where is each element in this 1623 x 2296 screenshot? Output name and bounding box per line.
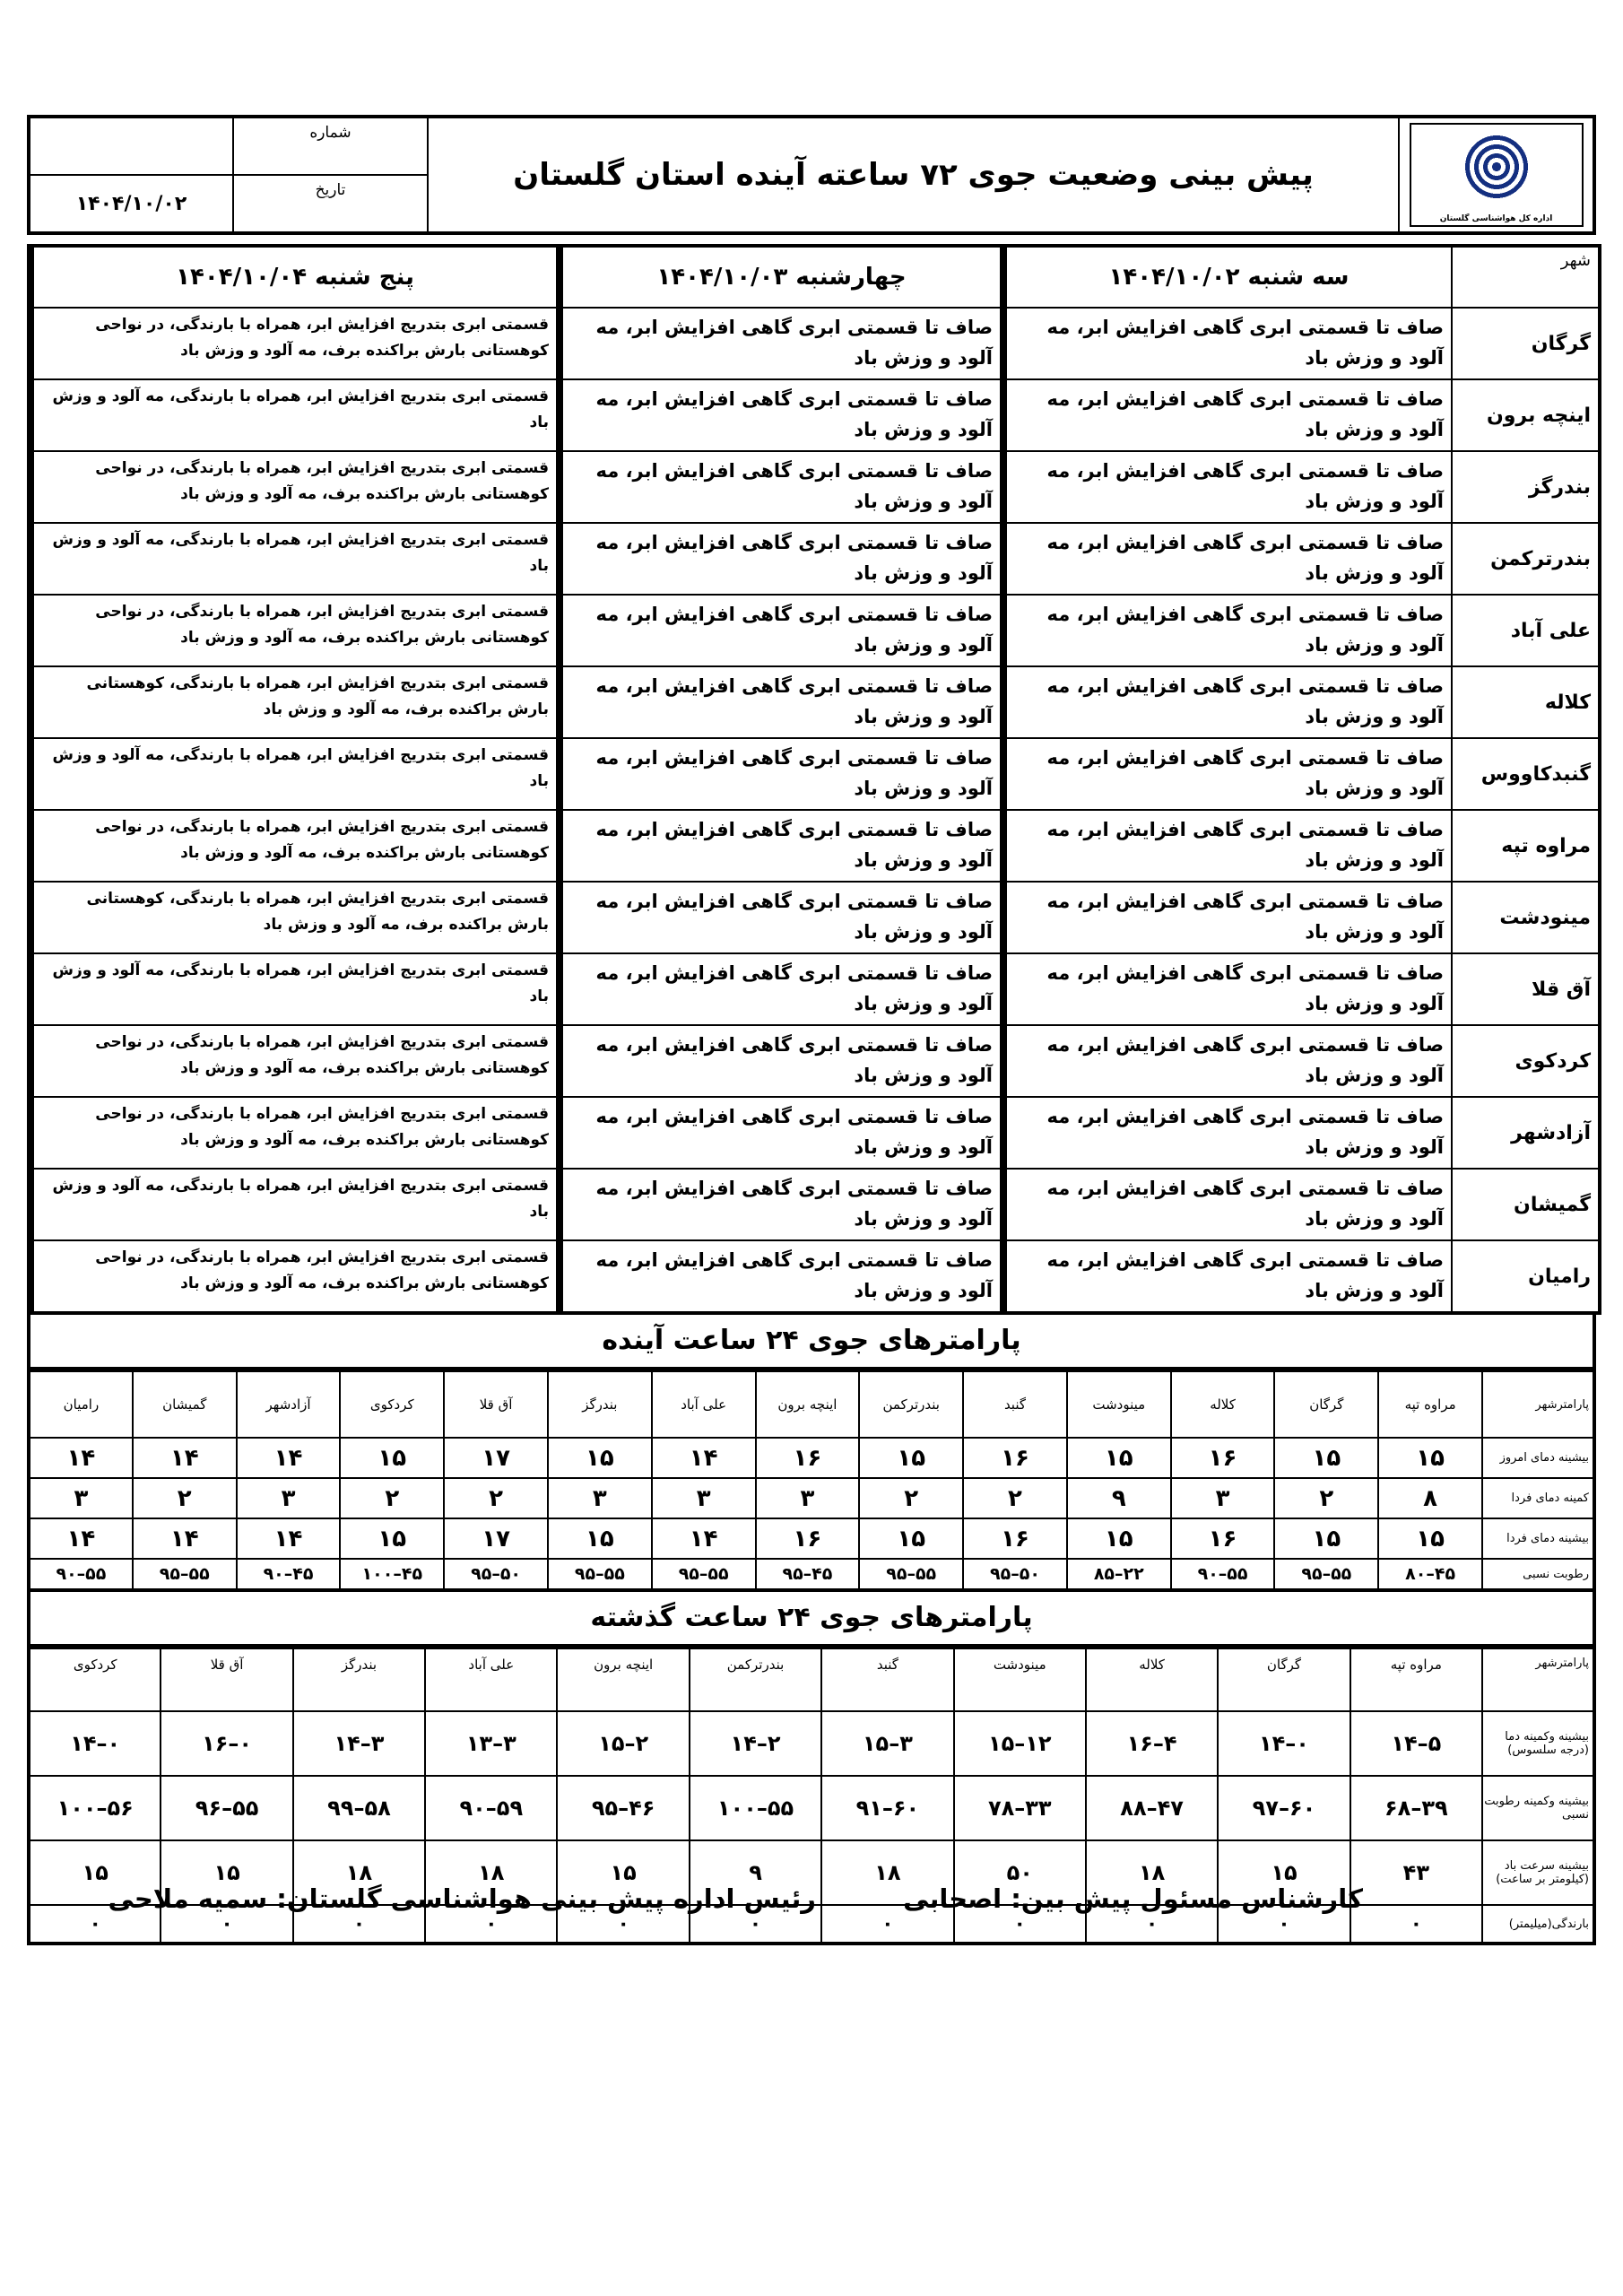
parameter-value: ۱۵ xyxy=(557,1840,689,1905)
parameter-value: ۲ xyxy=(1274,1478,1378,1518)
parameter-value: ۵۵–۹۰ xyxy=(1171,1559,1275,1590)
date-value: ۱۴۰۴/۱۰/۰۲ xyxy=(29,175,233,233)
parameter-corner-label: پارامترشهر xyxy=(1482,1648,1594,1711)
day-3-forecast: قسمتی ابری بتدریج افزایش ابر، همراه با بارندگی، در نواحی کوهستانی بارش براکنده برف، مه آلود و وزش باد xyxy=(30,308,560,379)
parameter-value: ۱۶ xyxy=(1171,1518,1275,1559)
day-2-forecast: صاف تا قسمتی ابری گاهی افزایش ابر، مه آلود و وزش باد xyxy=(560,1169,1003,1240)
parameter-city-header: علی آباد xyxy=(652,1371,756,1438)
parameter-value: ۱۲–۱۵ xyxy=(954,1711,1086,1776)
parameter-row xyxy=(29,1518,1594,1559)
parameter-value: ۴۷–۸۸ xyxy=(1086,1776,1218,1840)
parameter-value: ۸ xyxy=(1378,1478,1482,1518)
parameter-value: ۱۵ xyxy=(548,1518,652,1559)
forecast-row xyxy=(30,1169,1600,1240)
parameter-value: ۰–۱۴ xyxy=(1218,1711,1350,1776)
parameter-value: ۱۵ xyxy=(29,1840,161,1905)
parameter-value: ۴۵–۸۰ xyxy=(1378,1559,1482,1590)
department-head-signature: رئیس اداره پیش بینی هواشناسی گلستان: سمیه ملاحی xyxy=(108,1883,816,1914)
city-name: مینودشت xyxy=(1452,882,1600,953)
parameter-city-header: اینچه برون xyxy=(557,1648,689,1711)
day-2-forecast: صاف تا قسمتی ابری گاهی افزایش ابر، مه آلود و وزش باد xyxy=(560,882,1003,953)
parameter-city-header: اینچه برون xyxy=(756,1371,860,1438)
parameter-value: ۱۶ xyxy=(1171,1438,1275,1478)
parameter-value: ۲ xyxy=(859,1478,963,1518)
parameter-city-header: کلاله xyxy=(1086,1648,1218,1711)
logo-caption: اداره کل هواشناسی گلستان xyxy=(1439,214,1553,223)
document-title: پیش بینی وضعیت جوی ۷۲ ساعته آینده استان گلستان xyxy=(428,117,1399,233)
day-1-forecast: صاف تا قسمتی ابری گاهی افزایش ابر، مه آلود و وزش باد xyxy=(1003,595,1452,666)
parameter-value: ۱۵ xyxy=(548,1438,652,1478)
city-name: گنبدکاووس xyxy=(1452,738,1600,810)
day-1-forecast: صاف تا قسمتی ابری گاهی افزایش ابر، مه آلود و وزش باد xyxy=(1003,379,1452,451)
city-name: بندرترکمن xyxy=(1452,523,1600,595)
parameter-value: ۵۵–۹۵ xyxy=(652,1559,756,1590)
city-name: بندرگز xyxy=(1452,451,1600,523)
parameter-row xyxy=(29,1559,1594,1590)
parameter-row-label: بیشینه دمای امروز xyxy=(1482,1438,1594,1478)
parameter-city-header: آق قلا xyxy=(161,1648,292,1711)
parameter-value: ۱۴ xyxy=(237,1438,341,1478)
parameter-value: ۲۲–۸۵ xyxy=(1067,1559,1171,1590)
parameter-value: ۴۳ xyxy=(1350,1840,1482,1905)
day-2-forecast: صاف تا قسمتی ابری گاهی افزایش ابر، مه آلود و وزش باد xyxy=(560,666,1003,738)
parameter-value: ۳۹–۶۸ xyxy=(1350,1776,1482,1840)
parameter-value: ۱۶ xyxy=(963,1438,1067,1478)
meteorological-organization-logo xyxy=(1410,123,1584,227)
day-3-forecast: قسمتی ابری بتدریج افزایش ابر، همراه با بارندگی، مه آلود و وزش باد xyxy=(30,953,560,1025)
parameter-city-header: گنبد xyxy=(963,1371,1067,1438)
day-1-forecast: صاف تا قسمتی ابری گاهی افزایش ابر، مه آلود و وزش باد xyxy=(1003,1240,1452,1313)
day-1-header: سه شنبه ۱۴۰۴/۱۰/۰۲ xyxy=(1003,246,1452,308)
parameter-value: ۴۵–۹۵ xyxy=(756,1559,860,1590)
parameter-value: ۱۸ xyxy=(425,1840,557,1905)
day-3-forecast: قسمتی ابری بتدریج افزایش ابر، همراه با بارندگی، در نواحی کوهستانی بارش براکنده برف، مه آلود و وزش باد xyxy=(30,1097,560,1169)
day-1-forecast: صاف تا قسمتی ابری گاهی افزایش ابر، مه آلود و وزش باد xyxy=(1003,308,1452,379)
day-2-forecast: صاف تا قسمتی ابری گاهی افزایش ابر، مه آلود و وزش باد xyxy=(560,1025,1003,1097)
forecast-row xyxy=(30,595,1600,666)
parameter-value: ۰ xyxy=(557,1905,689,1944)
parameter-value: ۱۴ xyxy=(652,1518,756,1559)
parameter-value: ۱۵ xyxy=(340,1438,444,1478)
parameter-value: ۰ xyxy=(29,1905,161,1944)
parameter-value: ۵۸–۹۹ xyxy=(293,1776,425,1840)
city-name: آق قلا xyxy=(1452,953,1600,1025)
parameter-value: ۵۵–۹۵ xyxy=(548,1559,652,1590)
parameter-value: ۱۴ xyxy=(133,1518,237,1559)
next24-title: پارامترهای جوی ۲۴ ساعت آینده xyxy=(27,1315,1596,1370)
parameter-value: ۴۵–۱۰۰ xyxy=(340,1559,444,1590)
day-3-forecast: قسمتی ابری بتدریج افزایش ابر، همراه با بارندگی، مه آلود و وزش باد xyxy=(30,738,560,810)
day-1-forecast: صاف تا قسمتی ابری گاهی افزایش ابر، مه آلود و وزش باد xyxy=(1003,1169,1452,1240)
parameter-value: ۳۳–۷۸ xyxy=(954,1776,1086,1840)
day-2-forecast: صاف تا قسمتی ابری گاهی افزایش ابر، مه آلود و وزش باد xyxy=(560,953,1003,1025)
forecast-row xyxy=(30,308,1600,379)
parameter-value: ۱۵ xyxy=(1067,1518,1171,1559)
city-name: مراوه تپه xyxy=(1452,810,1600,882)
parameter-header-row xyxy=(29,1371,1594,1438)
parameter-value: ۵۰–۹۵ xyxy=(963,1559,1067,1590)
forecaster-signature: کارشناس مسئول پیش بین: اصحابی xyxy=(903,1883,1363,1914)
parameter-city-header: گمیشان xyxy=(133,1371,237,1438)
parameter-value: ۲ xyxy=(963,1478,1067,1518)
city-name: علی آباد xyxy=(1452,595,1600,666)
parameter-row-label: رطوبت نسبی xyxy=(1482,1559,1594,1590)
parameter-city-header: بندرترکمن xyxy=(690,1648,821,1711)
parameter-value: ۶۰–۹۷ xyxy=(1218,1776,1350,1840)
parameter-value: ۵۵–۹۵ xyxy=(859,1559,963,1590)
forecast-row xyxy=(30,738,1600,810)
parameter-value: ۰ xyxy=(1086,1905,1218,1944)
parameter-header-row xyxy=(29,1648,1594,1711)
parameter-value: ۵۶–۱۰۰ xyxy=(29,1776,161,1840)
parameter-value: ۱۷ xyxy=(444,1438,548,1478)
day-1-forecast: صاف تا قسمتی ابری گاهی افزایش ابر، مه آلود و وزش باد xyxy=(1003,451,1452,523)
day-2-forecast: صاف تا قسمتی ابری گاهی افزایش ابر، مه آلود و وزش باد xyxy=(560,738,1003,810)
day-1-forecast: صاف تا قسمتی ابری گاهی افزایش ابر، مه آلود و وزش باد xyxy=(1003,953,1452,1025)
parameter-value: ۵۰ xyxy=(954,1840,1086,1905)
day-3-forecast: قسمتی ابری بتدریج افزایش ابر، همراه با بارندگی، در نواحی کوهستانی بارش براکنده برف، مه آلود و وزش باد xyxy=(30,451,560,523)
parameter-city-header: آق قلا xyxy=(444,1371,548,1438)
parameter-value: ۲–۱۴ xyxy=(690,1711,821,1776)
parameter-value: ۰–۱۴ xyxy=(29,1711,161,1776)
forecast-document xyxy=(27,115,1596,1945)
day-2-forecast: صاف تا قسمتی ابری گاهی افزایش ابر، مه آلود و وزش باد xyxy=(560,810,1003,882)
parameter-value: ۱۴ xyxy=(133,1438,237,1478)
parameter-value: ۰–۱۶ xyxy=(161,1711,292,1776)
parameter-value: ۱۷ xyxy=(444,1518,548,1559)
parameter-city-header: مینودشت xyxy=(954,1648,1086,1711)
day-1-forecast: صاف تا قسمتی ابری گاهی افزایش ابر، مه آلود و وزش باد xyxy=(1003,810,1452,882)
parameter-value: ۰ xyxy=(293,1905,425,1944)
parameter-row-label: بیشینه وکمینه رطوبت نسبی xyxy=(1482,1776,1594,1840)
date-label: تاریخ xyxy=(233,175,428,233)
day-2-forecast: صاف تا قسمتی ابری گاهی افزایش ابر، مه آلود و وزش باد xyxy=(560,523,1003,595)
parameter-value: ۵۰–۹۵ xyxy=(444,1559,548,1590)
city-name: رامیان xyxy=(1452,1240,1600,1313)
parameter-value: ۱۵ xyxy=(1067,1438,1171,1478)
forecast-header-row xyxy=(30,246,1600,308)
parameter-value: ۰ xyxy=(1218,1905,1350,1944)
parameter-value: ۹ xyxy=(690,1840,821,1905)
day-2-forecast: صاف تا قسمتی ابری گاهی افزایش ابر، مه آلود و وزش باد xyxy=(560,595,1003,666)
parameter-value: ۱۶ xyxy=(756,1518,860,1559)
parameter-value: ۱۵ xyxy=(1378,1438,1482,1478)
parameter-value: ۰ xyxy=(425,1905,557,1944)
parameter-row-label: بیشینه دمای فردا xyxy=(1482,1518,1594,1559)
logo-cell xyxy=(1399,117,1594,233)
parameter-value: ۵۵–۹۰ xyxy=(29,1559,133,1590)
parameter-value: ۴۶–۹۵ xyxy=(557,1776,689,1840)
parameter-value: ۳ xyxy=(1171,1478,1275,1518)
past24-title: پارامترهای جوی ۲۴ ساعت گذشته xyxy=(27,1592,1596,1648)
city-name: گمیشان xyxy=(1452,1169,1600,1240)
parameter-city-header: بندرگز xyxy=(548,1371,652,1438)
parameter-city-header: رامیان xyxy=(29,1371,133,1438)
city-name: آزادشهر xyxy=(1452,1097,1600,1169)
parameter-value: ۰ xyxy=(954,1905,1086,1944)
day-3-forecast: قسمتی ابری بتدریج افزایش ابر، همراه با بارندگی، در نواحی کوهستانی بارش براکنده برف، مه آلود و وزش باد xyxy=(30,810,560,882)
parameter-value: ۲ xyxy=(444,1478,548,1518)
parameter-city-header: آزادشهر xyxy=(237,1371,341,1438)
parameter-row xyxy=(29,1711,1594,1776)
parameter-value: ۵۵–۹۵ xyxy=(133,1559,237,1590)
parameter-value: ۳ xyxy=(652,1478,756,1518)
parameter-value: ۵۹–۹۰ xyxy=(425,1776,557,1840)
day-3-forecast: قسمتی ابری بتدریج افزایش ابر، همراه با بارندگی، در نواحی کوهستانی بارش براکنده برف، مه آلود و وزش باد xyxy=(30,595,560,666)
day-2-forecast: صاف تا قسمتی ابری گاهی افزایش ابر، مه آلود و وزش باد xyxy=(560,1240,1003,1313)
day-3-forecast: قسمتی ابری بتدریج افزایش ابر، همراه با بارندگی، کوهستانی بارش براکنده برف، مه آلود و وزش باد xyxy=(30,666,560,738)
parameter-city-header: مراوه تپه xyxy=(1378,1371,1482,1438)
parameter-city-header: مینودشت xyxy=(1067,1371,1171,1438)
parameter-value: ۲ xyxy=(133,1478,237,1518)
parameter-value: ۰ xyxy=(161,1905,292,1944)
parameter-value: ۱۵ xyxy=(1274,1438,1378,1478)
parameter-city-header: مراوه تپه xyxy=(1350,1648,1482,1711)
parameter-value: ۳–۱۴ xyxy=(293,1711,425,1776)
parameter-value: ۱۵ xyxy=(340,1518,444,1559)
forecast-row xyxy=(30,953,1600,1025)
parameter-value: ۳ xyxy=(29,1478,133,1518)
day-2-forecast: صاف تا قسمتی ابری گاهی افزایش ابر، مه آلود و وزش باد xyxy=(560,308,1003,379)
document-header xyxy=(27,115,1596,235)
parameter-value: ۳ xyxy=(756,1478,860,1518)
parameter-corner-label: پارامترشهر xyxy=(1482,1371,1594,1438)
parameter-row-label: بیشینه وکمینه دما (درجه سلسوس) xyxy=(1482,1711,1594,1776)
day-1-forecast: صاف تا قسمتی ابری گاهی افزایش ابر، مه آلود و وزش باد xyxy=(1003,882,1452,953)
day-3-forecast: قسمتی ابری بتدریج افزایش ابر، همراه با بارندگی، مه آلود و وزش باد xyxy=(30,1169,560,1240)
parameter-value: ۱۶ xyxy=(756,1438,860,1478)
parameter-value: ۳ xyxy=(548,1478,652,1518)
parameter-value: ۹ xyxy=(1067,1478,1171,1518)
parameter-value: ۰ xyxy=(1350,1905,1482,1944)
parameter-value: ۱۵ xyxy=(1218,1840,1350,1905)
parameter-row xyxy=(29,1776,1594,1840)
forecast-table xyxy=(27,244,1601,1315)
city-column-header: شهر xyxy=(1452,246,1600,308)
parameter-value: ۱۴ xyxy=(652,1438,756,1478)
parameter-city-header: بندرترکمن xyxy=(859,1371,963,1438)
parameter-value: ۴۵–۹۰ xyxy=(237,1559,341,1590)
parameter-value: ۳ xyxy=(237,1478,341,1518)
city-name: گرگان xyxy=(1452,308,1600,379)
parameter-value: ۰ xyxy=(690,1905,821,1944)
parameter-value: ۱۵ xyxy=(161,1840,292,1905)
parameter-value: ۰ xyxy=(821,1905,953,1944)
forecast-row xyxy=(30,1097,1600,1169)
day-3-forecast: قسمتی ابری بتدریج افزایش ابر، همراه با بارندگی، در نواحی کوهستانی بارش براکنده برف، مه آلود و وزش باد xyxy=(30,1240,560,1313)
parameter-value: ۳–۱۳ xyxy=(425,1711,557,1776)
parameter-value: ۱۴ xyxy=(29,1438,133,1478)
parameter-city-header: علی آباد xyxy=(425,1648,557,1711)
parameter-city-header: کلاله xyxy=(1171,1371,1275,1438)
parameter-value: ۵۵–۱۰۰ xyxy=(690,1776,821,1840)
parameter-city-header: کردکوی xyxy=(29,1648,161,1711)
forecast-row xyxy=(30,1025,1600,1097)
forecast-row xyxy=(30,882,1600,953)
parameter-city-header: گرگان xyxy=(1274,1371,1378,1438)
day-1-forecast: صاف تا قسمتی ابری گاهی افزایش ابر، مه آلود و وزش باد xyxy=(1003,1097,1452,1169)
number-label: شماره xyxy=(233,117,428,175)
day-3-forecast: قسمتی ابری بتدریج افزایش ابر، همراه با بارندگی، مه آلود و وزش باد xyxy=(30,523,560,595)
day-1-forecast: صاف تا قسمتی ابری گاهی افزایش ابر، مه آلود و وزش باد xyxy=(1003,666,1452,738)
day-3-forecast: قسمتی ابری بتدریج افزایش ابر، همراه با بارندگی، در نواحی کوهستانی بارش براکنده برف، مه آلود و وزش باد xyxy=(30,1025,560,1097)
parameter-value: ۲ xyxy=(340,1478,444,1518)
day-3-header: پنج شنبه ۱۴۰۴/۱۰/۰۴ xyxy=(30,246,560,308)
day-2-forecast: صاف تا قسمتی ابری گاهی افزایش ابر، مه آلود و وزش باد xyxy=(560,451,1003,523)
day-3-forecast: قسمتی ابری بتدریج افزایش ابر، همراه با بارندگی، کوهستانی بارش براکنده برف، مه آلود و وزش باد xyxy=(30,882,560,953)
forecast-row xyxy=(30,523,1600,595)
parameter-value: ۵۵–۹۶ xyxy=(161,1776,292,1840)
day-2-forecast: صاف تا قسمتی ابری گاهی افزایش ابر، مه آلود و وزش باد xyxy=(560,1097,1003,1169)
forecast-row xyxy=(30,666,1600,738)
next24-parameters-table xyxy=(27,1370,1596,1592)
forecast-row xyxy=(30,810,1600,882)
parameter-value: ۳–۱۵ xyxy=(821,1711,953,1776)
parameter-value: ۴–۱۶ xyxy=(1086,1711,1218,1776)
parameter-row xyxy=(29,1438,1594,1478)
parameter-city-header: کردکوی xyxy=(340,1371,444,1438)
parameter-value: ۲–۱۵ xyxy=(557,1711,689,1776)
parameter-value: ۱۸ xyxy=(293,1840,425,1905)
signature-footer xyxy=(0,1883,1623,1928)
parameter-value: ۱۴ xyxy=(29,1518,133,1559)
day-2-forecast: صاف تا قسمتی ابری گاهی افزایش ابر، مه آلود و وزش باد xyxy=(560,379,1003,451)
parameter-city-header: بندرگز xyxy=(293,1648,425,1711)
parameter-value: ۶۰–۹۱ xyxy=(821,1776,953,1840)
parameter-value: ۵۵–۹۵ xyxy=(1274,1559,1378,1590)
forecast-row xyxy=(30,451,1600,523)
day-2-header: چهارشنبه ۱۴۰۴/۱۰/۰۳ xyxy=(560,246,1003,308)
parameter-value: ۵–۱۴ xyxy=(1350,1711,1482,1776)
day-1-forecast: صاف تا قسمتی ابری گاهی افزایش ابر، مه آلود و وزش باد xyxy=(1003,738,1452,810)
day-3-forecast: قسمتی ابری بتدریج افزایش ابر، همراه با بارندگی، مه آلود و وزش باد xyxy=(30,379,560,451)
day-1-forecast: صاف تا قسمتی ابری گاهی افزایش ابر، مه آلود و وزش باد xyxy=(1003,523,1452,595)
parameter-value: ۱۵ xyxy=(1274,1518,1378,1559)
parameter-city-header: گرگان xyxy=(1218,1648,1350,1711)
parameter-value: ۱۸ xyxy=(1086,1840,1218,1905)
day-1-forecast: صاف تا قسمتی ابری گاهی افزایش ابر، مه آلود و وزش باد xyxy=(1003,1025,1452,1097)
city-name: اینچه برون xyxy=(1452,379,1600,451)
parameter-value: ۱۸ xyxy=(821,1840,953,1905)
parameter-row xyxy=(29,1478,1594,1518)
parameter-city-header: گنبد xyxy=(821,1648,953,1711)
parameter-row-label: بارندگی(میلیمتر) xyxy=(1482,1905,1594,1944)
forecast-row xyxy=(30,379,1600,451)
parameter-row-label: کمینه دمای فردا xyxy=(1482,1478,1594,1518)
number-value xyxy=(29,117,233,175)
parameter-row-label: بیشینه سرعت باد (کیلومتر بر ساعت) xyxy=(1482,1840,1594,1905)
parameter-value: ۱۵ xyxy=(859,1438,963,1478)
city-name: کردکوی xyxy=(1452,1025,1600,1097)
parameter-value: ۱۶ xyxy=(963,1518,1067,1559)
parameter-value: ۱۵ xyxy=(859,1518,963,1559)
logo-emblem-icon xyxy=(1463,134,1530,200)
parameter-value: ۱۵ xyxy=(1378,1518,1482,1559)
forecast-row xyxy=(30,1240,1600,1313)
parameter-value: ۱۴ xyxy=(237,1518,341,1559)
city-name: کلاله xyxy=(1452,666,1600,738)
